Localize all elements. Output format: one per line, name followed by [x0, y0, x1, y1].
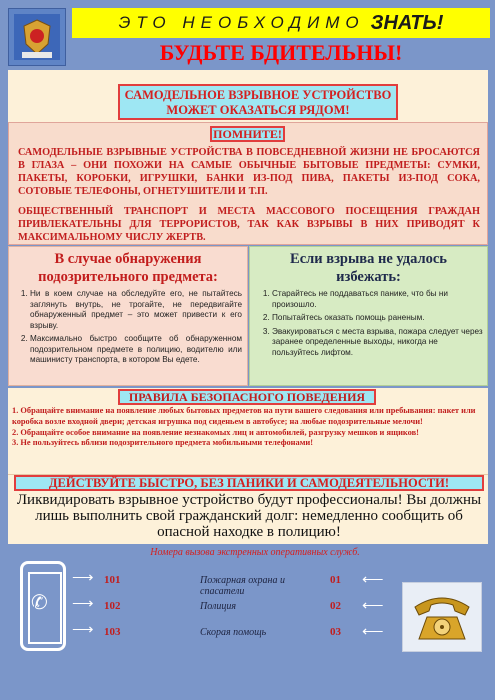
after-explosion-heading-line-2: избежать: [336, 269, 401, 285]
header-line-spaced: ЭТО НЕОБХОДИМО [118, 13, 365, 32]
arrow-right-icon: ⟶ [72, 570, 94, 586]
rule-item: 2. Обращайте особое внимание на появление незнакомых лиц и автомобилей, разгрузку мешков и ящиков! [12, 427, 419, 437]
remember-title: ПОМНИТЕ! [210, 126, 285, 142]
emergency-title: Номера вызова экстренных оперативных служб. [150, 547, 360, 558]
arrow-right-icon: ⟶ [72, 622, 94, 638]
warning-paragraph-1: САМОДЕЛЬНЫЕ ВЗРЫВНЫЕ УСТРОЙСТВА В ПОВСЕДНЕВНОЙ ЖИЗНИ НЕ БРОСАЮТСЯ В ГЛАЗА – ОНИ ПОХОЖИ НА САМЫЕ ОБЫЧНЫЕ БЫТОВЫЕ ПРЕДМЕТЫ: СУМКИ, ПАКЕТЫ, КОРОБКИ, ИГРУШКИ, БАНКИ ИЗ-ПОД ПИВА, ПАКЕТЫ ИЗ-ПОД СОКА, СОТОВЫЕ ТЕЛЕФОНЫ, ОГНЕТУШИТЕЛИ И Т.П. [18, 147, 480, 197]
list-item: 2. Максимально быстро сообщите об обнаруженном подозрительном предмете в полицию, водителю или машинисту транспорта, в котором Вы едете. [30, 334, 242, 366]
after-explosion-heading [249, 250, 488, 286]
list-item: 1. Старайтесь не поддаваться панике, что бы ни произошло. [272, 289, 484, 310]
warning-paragraph-2: ОБЩЕСТВЕННЫЙ ТРАНСПОРТ И МЕСТА МАССОВОГО ПОСЕЩЕНИЯ ГРАЖДАН ПРИВЛЕКАТЕЛЬНЫ ДЛЯ ТЕРРОРИСТОВ, ТАК КАК ВЗРЫВЫ В НИХ ПРИВОДЯТ К МАКСИМАЛЬНОМУ ЧИСЛУ ЖЕРТВ. [18, 206, 480, 243]
landline-number-police: 02 [330, 600, 341, 612]
landline-telephone-icon [402, 582, 482, 652]
header-line-bold: ЗНАТЬ! [370, 11, 444, 34]
rules-list [12, 406, 486, 449]
after-explosion-list [256, 289, 484, 361]
rule-item: 3. Не пользуйтесь вблизи подозрительного предмета мобильными телефонами! [12, 438, 314, 448]
arrow-right-icon: ⟶ [72, 596, 94, 612]
after-explosion-heading-line-1: Если взрыва не удалось [290, 251, 447, 267]
suspicious-object-heading-line-2: подозрительного предмета: [38, 269, 218, 285]
arrow-left-icon: ⟵ [362, 624, 384, 640]
suspicious-object-heading [8, 250, 248, 286]
page-title: БУДЬТЕ БДИТЕЛЬНЫ! [159, 40, 403, 65]
device-title-line-2: МОЖЕТ ОКАЗАТЬСЯ РЯДОМ! [166, 103, 350, 117]
device-title [118, 84, 398, 120]
mobile-number-fire: 101 [104, 574, 121, 586]
mobile-phone-icon: ✆ [20, 561, 66, 651]
arrow-left-icon: ⟵ [362, 598, 384, 614]
header-banner [72, 8, 490, 38]
landline-number-fire: 01 [330, 574, 341, 586]
rule-item: 1. Обращайте внимание на появление любых бытовых предметов на пути вашего следования или пребывания: пакет или коробка возле входной двери; детская игрушка под сиденьем в автобусе; на любые подозрительные мелочи! [12, 406, 476, 426]
list-item: 3. Эвакуироваться с места взрыва, пожара следует через заранее определенные выходы, никогда не пользуйтесь лифтом. [272, 327, 484, 359]
list-item: 1. Ни в коем случае на обследуйте его, не пытайтесь заглянуть внутрь, не трогайте, не передвигайте обнаруженный предмет – это может привести к его взрыву. [30, 289, 242, 331]
service-name-ambulance: Скорая помощь [200, 627, 267, 638]
mobile-number-ambulance: 103 [104, 626, 121, 638]
act-title: ДЕЙСТВУЙТЕ БЫСТРО, БЕЗ ПАНИКИ И САМОДЕЯТЕЛЬНОСТИ! [14, 475, 484, 491]
service-name-fire: Пожарная охрана и спасатели [200, 575, 285, 597]
mobile-number-police: 102 [104, 600, 121, 612]
suspicious-object-heading-line-1: В случае обнаружения [54, 251, 202, 267]
emblem-logo [8, 8, 66, 66]
device-title-line-1: САМОДЕЛЬНОЕ ВЗРЫВНОЕ УСТРОЙСТВО [124, 88, 392, 102]
arrow-left-icon: ⟵ [362, 572, 384, 588]
suspicious-object-list [14, 289, 242, 369]
landline-number-ambulance: 03 [330, 626, 341, 638]
rules-title: ПРАВИЛА БЕЗОПАСНОГО ПОВЕДЕНИЯ [118, 389, 376, 405]
service-name-police: Полиция [200, 601, 236, 612]
act-text: Ликвидировать взрывное устройство будут профессионалы! Вы должны лишь выполнить свой гражданский долг: немедленно сообщить об опасной находке в полицию! [16, 492, 482, 540]
list-item: 2. Попытайтесь оказать помощь раненым. [272, 313, 484, 324]
